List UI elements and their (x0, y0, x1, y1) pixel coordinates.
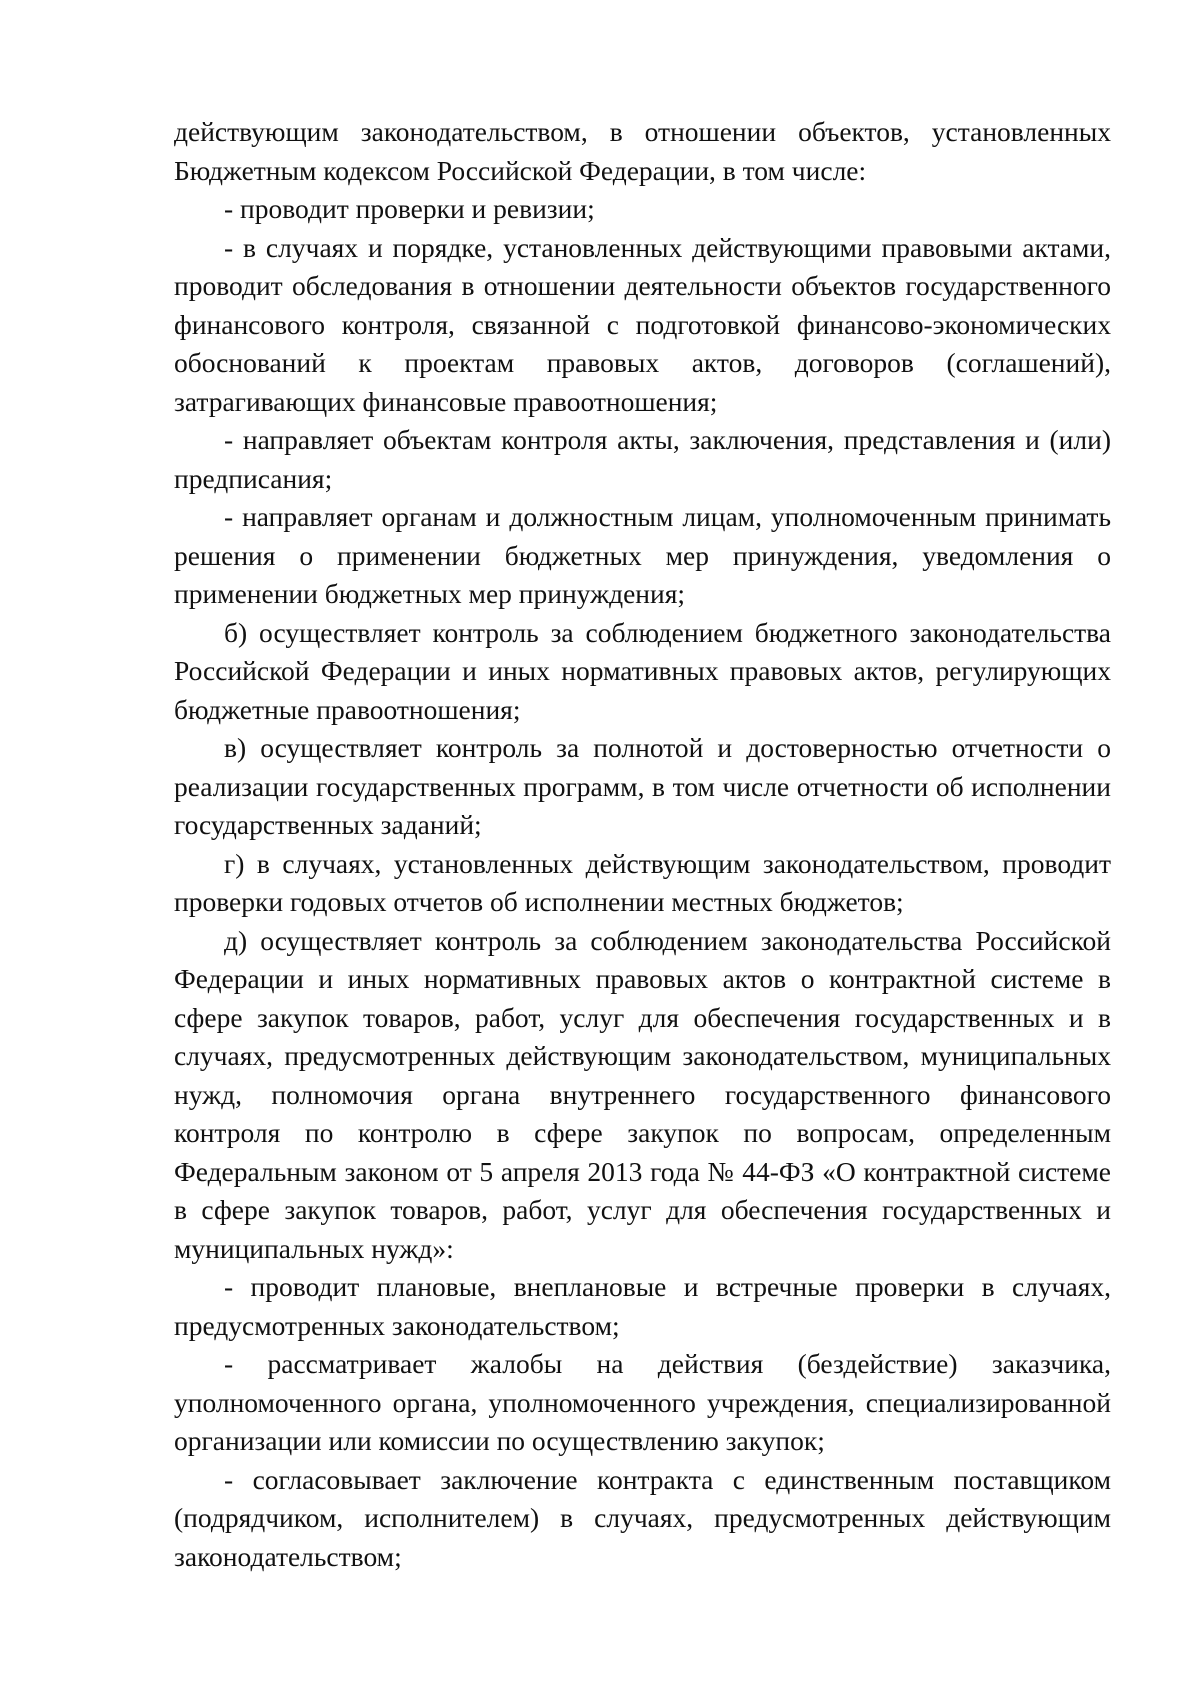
paragraph-7: в) осуществляет контроль за полнотой и достоверностью отчетности о реализации государственных программ, в том числе отчетности об исполнении государственных заданий; (174, 732, 1111, 840)
paragraph-10: - проводит плановые, внеплановые и встречные проверки в случаях, предусмотренных законодательством; (174, 1271, 1111, 1341)
paragraph-11: - рассматривает жалобы на действия (бездействие) заказчика, уполномоченного органа, уполномоченного учреждения, специализированной организации или комиссии по осуществлению закупок; (174, 1348, 1111, 1456)
paragraph-12: - согласовывает заключение контракта с единственным поставщиком (подрядчиком, исполнителем) в случаях, предусмотренных действующим законодательством; (174, 1463, 1111, 1572)
paragraph-5: - направляет органам и должностным лицам, уполномоченным принимать решения о применении бюджетных мер принуждения, уведомления о применении бюджетных мер принуждения; (174, 501, 1111, 609)
paragraph-4: - направляет объектам контроля акты, заключения, представления и (или) предписания; (174, 424, 1111, 494)
paragraph-8: г) в случаях, установленных действующим законодательством, проводит проверки годовых отчетов об исполнении местных бюджетов; (174, 847, 1111, 917)
paragraph-3: - в случаях и порядке, установленных действующими правовыми актами, проводит обследования в отношении деятельности объектов государственного финансового контроля, связанной с подготовкой финансово-экономических обоснований к проектам правовых актов, договоров (соглашений), затрагивающих финансовые правоотношения; (174, 231, 1111, 417)
paragraph-6: б) осуществляет контроль за соблюдением бюджетного законодательства Российской Федерации и иных нормативных правовых актов, регулирующих бюджетные правоотношения; (174, 616, 1111, 725)
paragraph-2: - проводит проверки и ревизии; (224, 193, 595, 224)
paragraph-1: действующим законодательством, в отношении объектов, установленных Бюджетным кодексом Российской Федерации, в том числе: (174, 116, 1111, 186)
paragraph-9: д) осуществляет контроль за соблюдением законодательства Российской Федерации и иных нормативных правовых актов о контрактной системе в сфере закупок товаров, работ, услуг для обеспечения государственных и в случаях, предусмотренных действующим законодательством, муниципальных нужд, полномочия органа внутреннего государственного финансового контроля по контролю в сфере закупок по вопросам, определенным Федеральным законом от 5 апреля 2013 года № 44-ФЗ «О контрактной системе в сфере закупок товаров, работ, услуг для обеспечения государственных и муниципальных нужд»: (174, 924, 1111, 1264)
